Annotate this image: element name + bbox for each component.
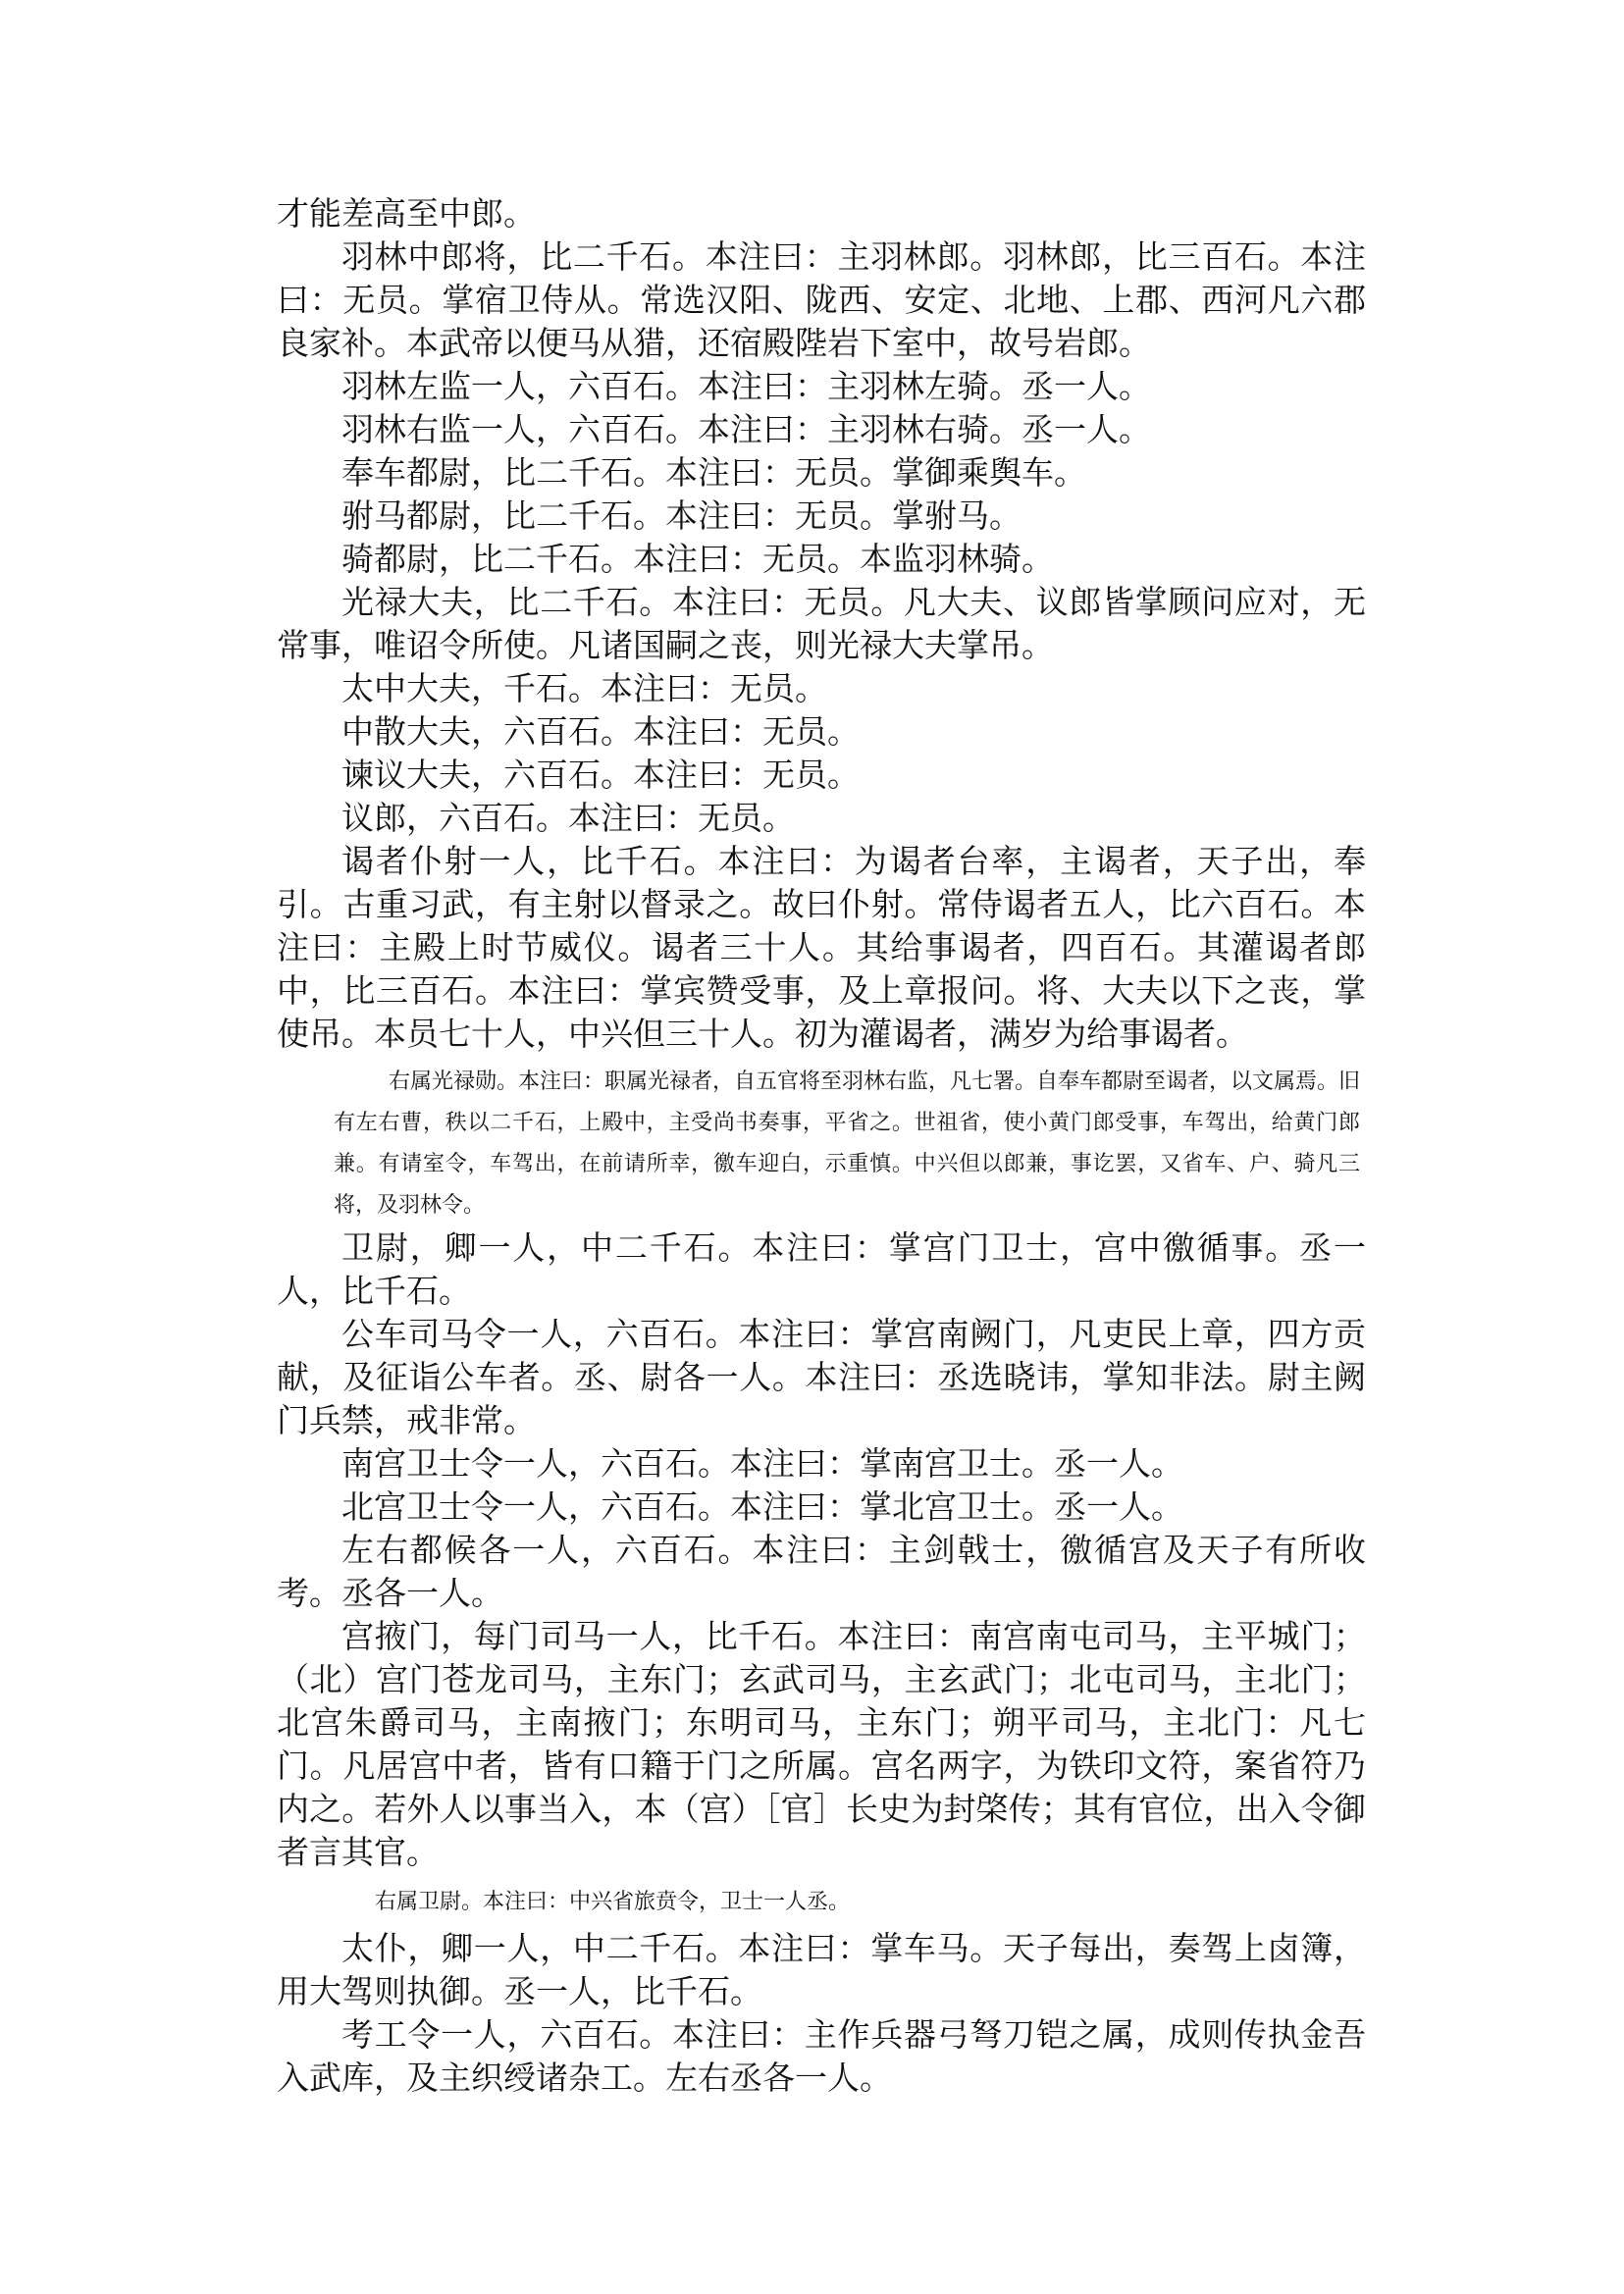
paragraph-continuation: 才能差高至中郎。 [277, 194, 536, 233]
paragraph-gong-yemen: 宫掖门，每门司马一人，比千石。本注曰：南宫南屯司马，主平城门；（北）宫门苍龙司马，主东门；玄武司马，主玄武门；北屯司马，主北门；北宫朱爵司马，主南掖门；东明司马，主东门；朔平司马，主北门：凡七门。凡居宫中者，皆有口籍于门之所属。宫名两字，为铁印文符，案省符乃内之。若外人以事当入，本（宫）［官］长史为封棨传；其有官位，出入令御者言其官。 [277, 1617, 1366, 1871]
paragraph-yilang: 议郎，六百石。本注曰：无员。 [341, 799, 795, 837]
paragraph-yulin-zuojian: 羽林左监一人，六百石。本注曰：主羽林左骑。丞一人。 [341, 367, 1151, 405]
paragraph-ji-duwei: 骑都尉，比二千石。本注曰：无员。本监羽林骑。 [341, 540, 1054, 578]
paragraph-jianyi-dafu: 谏议大夫，六百石。本注曰：无员。 [341, 756, 860, 794]
paragraph-guanglu-dafu: 光禄大夫，比二千石。本注曰：无员。凡大夫、议郎皆掌顾问应对，无常事，唯诏令所使。凡诸国嗣之丧，则光禄大夫掌吊。 [277, 583, 1366, 664]
paragraph-taizhong-dafu: 太中大夫，千石。本注曰：无员。 [341, 669, 827, 707]
paragraph-yezhe-puye: 谒者仆射一人，比千石。本注曰：为谒者台率，主谒者，天子出，奉引。古重习武，有主射以督录之。故曰仆射。常侍谒者五人，比六百石。本注曰：主殿上时节威仪。谒者三十人。其给事谒者，四百石。其灌谒者郎中，比三百石。本注曰：掌宾赞受事，及上章报问。将、大夫以下之丧，掌使吊。本员七十人，中兴但三十人。初为灌谒者，满岁为给事谒者。 [277, 842, 1366, 1053]
document-page [277, 192, 1366, 2100]
paragraph-taipu: 太仆，卿一人，中二千石。本注曰：掌车马。天子每出，奏驾上卤簿，用大驾则执御。丞一人，比千石。 [277, 1929, 1366, 2010]
paragraph-fengche-duwei: 奉车都尉，比二千石。本注曰：无员。掌御乘舆车。 [341, 453, 1086, 492]
paragraph-zhongsan-dafu: 中散大夫，六百石。本注曰：无员。 [341, 712, 860, 751]
note-guanglu-xun: 右属光禄勋。本注曰：职属光禄者，自五官将至羽林右监，凡七署。自奉车都尉至谒者，以文属焉。旧有左右曹，秩以二千石，上殿中，主受尚书奏事，平省之。世祖省，使小黄门郎受事，车驾出，给黄门郎兼。有请室令，车驾出，在前请所幸，徼车迎白，示重慎。中兴但以郎兼，事讫罢，又省车、户、骑凡三将，及羽林令。 [334, 1069, 1361, 1218]
paragraph-weiwei: 卫尉，卿一人，中二千石。本注曰：掌宫门卫士，宫中徼循事。丞一人，比千石。 [277, 1228, 1366, 1310]
paragraph-gongche-sima: 公车司马令一人，六百石。本注曰：掌宫南阙门，凡吏民上章，四方贡献，及征诣公车者。丞、尉各一人。本注曰：丞选晓讳，掌知非法。尉主阙门兵禁，戒非常。 [277, 1315, 1366, 1439]
paragraph-nangong-weishi: 南宫卫士令一人，六百石。本注曰：掌南宫卫士。丞一人。 [341, 1444, 1183, 1483]
paragraph-kaogong-ling: 考工令一人，六百石。本注曰：主作兵器弓弩刀铠之属，成则传执金吾入武库，及主织绶诸杂工。左右丞各一人。 [277, 2015, 1366, 2097]
note-weiwei: 右属卫尉。本注曰：中兴省旅贲令，卫士一人丞。 [375, 1890, 851, 1914]
paragraph-yulin-zhonglang: 羽林中郎将，比二千石。本注曰：主羽林郎。羽林郎，比三百石。本注曰：无员。掌宿卫侍从。常选汉阳、陇西、安定、北地、上郡、西河凡六郡良家补。本武帝以便马从猎，还宿殿陛岩下室中，故号岩郎。 [277, 237, 1366, 362]
paragraph-beigong-weishi: 北宫卫士令一人，六百石。本注曰：掌北宫卫士。丞一人。 [341, 1487, 1183, 1526]
paragraph-yulin-youjian: 羽林右监一人，六百石。本注曰：主羽林右骑。丞一人。 [341, 410, 1151, 448]
paragraph-zuoyou-duhou: 左右都候各一人，六百石。本注曰：主剑戟士，徼循宫及天子有所收考。丞各一人。 [277, 1531, 1366, 1612]
paragraph-fuma-duwei: 驸马都尉，比二千石。本注曰：无员。掌驸马。 [341, 496, 1022, 535]
